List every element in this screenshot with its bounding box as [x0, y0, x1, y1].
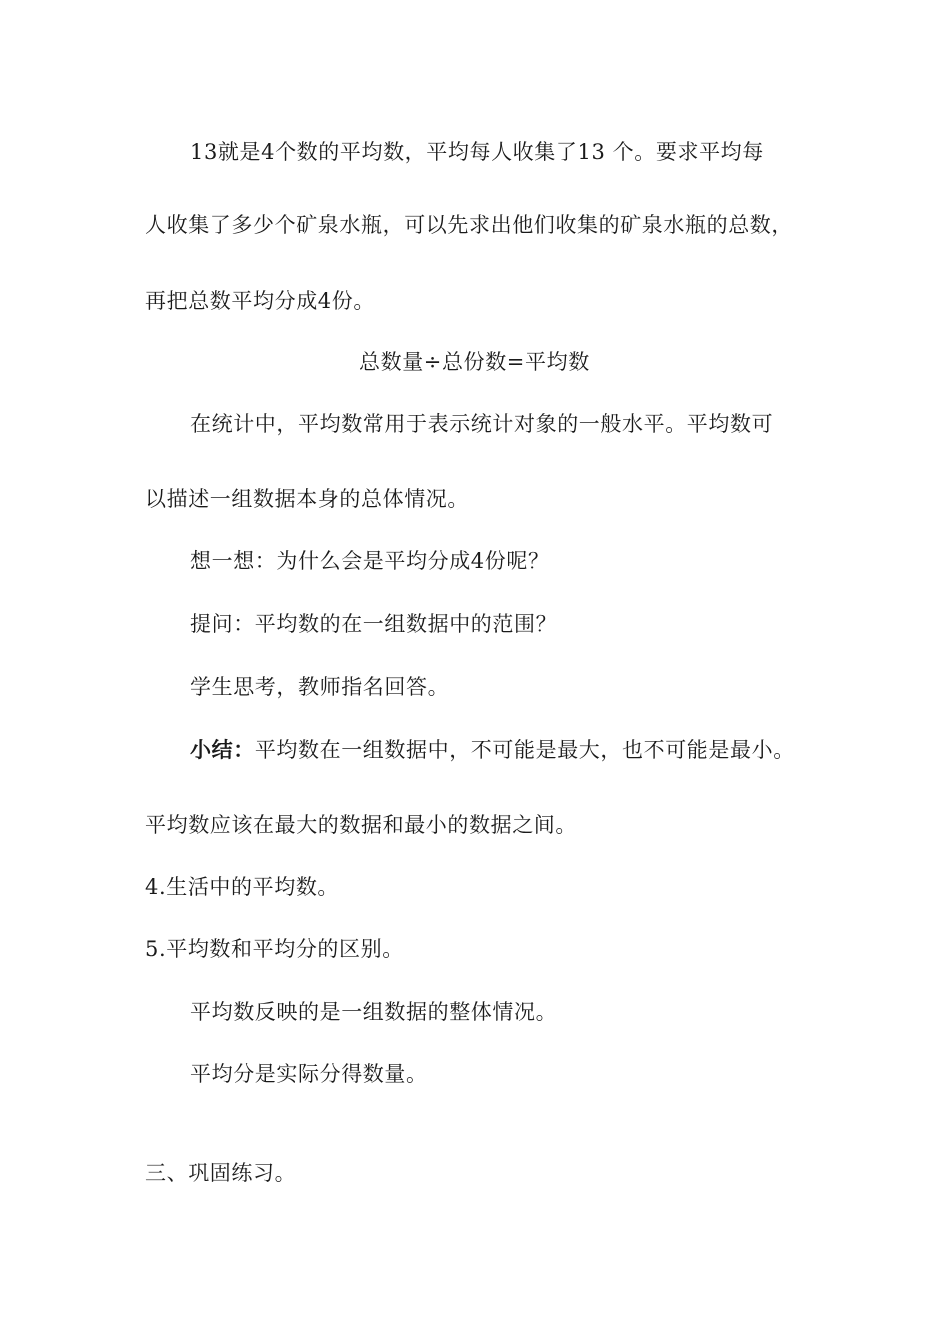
para1-line2: 人收集了多少个矿泉水瓶，可以先求出他们收集的矿泉水瓶的总数，	[145, 213, 793, 237]
para1-line1: 13就是4个数的平均数，平均每人收集了13 个。要求平均每	[190, 140, 764, 164]
difference-1: 平均数反映的是一组数据的整体情况。	[190, 1000, 558, 1024]
summary-line2: 平均数应该在最大的数据和最小的数据之间。	[145, 813, 577, 837]
para2-line2: 以描述一组数据本身的总体情况。	[145, 487, 469, 511]
think-prompt: 想一想：为什么会是平均分成4份呢？	[190, 549, 550, 573]
difference-2: 平均分是实际分得数量。	[190, 1062, 428, 1086]
summary-label: 小结：	[190, 737, 255, 762]
summary-text: 平均数在一组数据中，不可能是最大，也不可能是最小。	[254, 738, 795, 762]
summary-line1	[190, 735, 795, 765]
answer-text: 学生思考，教师指名回答。	[190, 675, 450, 699]
para1-line3: 再把总数平均分成4份。	[145, 289, 375, 313]
para2-line1: 在统计中，平均数常用于表示统计对象的一般水平。平均数可	[190, 412, 774, 436]
question-prompt: 提问：平均数的在一组数据中的范围？	[190, 612, 558, 636]
item-4: 4.生活中的平均数。	[145, 875, 340, 899]
formula: 总数量÷总份数=平均数	[359, 350, 590, 374]
item-5: 5.平均数和平均分的区别。	[145, 937, 404, 961]
section-3-heading: 三、巩固练习。	[145, 1161, 297, 1185]
